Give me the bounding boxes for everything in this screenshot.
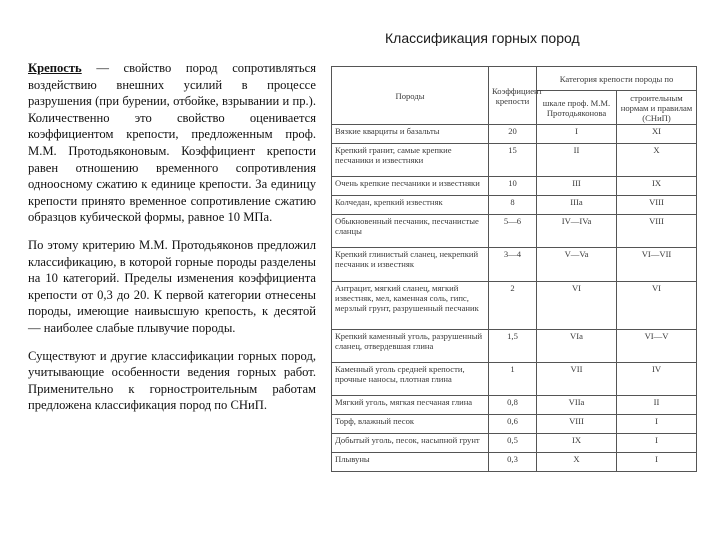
coefficient-cell: 5—6	[489, 214, 537, 247]
paragraph-other-classifications: Существуют и другие классификации горных пород, учитывающие особенности ведения горных работ. Применительно к горностроительным работам предложена классификация пород по СНиП.	[28, 348, 316, 413]
coefficient-cell: 15	[489, 143, 537, 176]
protodyakonov-category-cell: V—Va	[537, 248, 617, 281]
coefficient-cell: 10	[489, 177, 537, 196]
snip-category-cell: II	[617, 396, 697, 415]
table-row	[332, 281, 697, 329]
table-row	[332, 143, 697, 176]
protodyakonov-category-cell: IX	[537, 434, 617, 453]
protodyakonov-category-cell: III	[537, 177, 617, 196]
snip-category-cell: VI—VII	[617, 248, 697, 281]
snip-category-cell: IV	[617, 363, 697, 396]
rock-cell: Плывуны	[332, 453, 489, 472]
slide-title: Классификация горных пород	[385, 30, 580, 46]
rock-cell: Крепкий каменный уголь, разрушенный сланец, отвердевшая глина	[332, 329, 489, 362]
rock-cell: Вязкие кварциты и базальты	[332, 125, 489, 144]
rock-cell: Каменный уголь средней крепости, прочные наносы, плотная глина	[332, 363, 489, 396]
term-strength: Крепость	[28, 61, 82, 75]
snip-category-cell: X	[617, 143, 697, 176]
table-row	[332, 363, 697, 396]
snip-category-cell: VI—V	[617, 329, 697, 362]
coefficient-cell: 1	[489, 363, 537, 396]
coefficient-cell: 8	[489, 196, 537, 215]
table-row	[332, 453, 697, 472]
rock-cell: Мягкий уголь, мягкая песчаная глина	[332, 396, 489, 415]
protodyakonov-category-cell: IV—IVa	[537, 214, 617, 247]
table-row	[332, 248, 697, 281]
rock-cell: Очень крепкие песчаники и известняки	[332, 177, 489, 196]
header-coefficient: Коэффициент крепости	[489, 67, 537, 125]
rock-cell: Колчедан, крепкий известняк	[332, 196, 489, 215]
table-row	[332, 177, 697, 196]
coefficient-cell: 0,8	[489, 396, 537, 415]
table-row	[332, 434, 697, 453]
snip-category-cell: VIII	[617, 196, 697, 215]
protodyakonov-category-cell: II	[537, 143, 617, 176]
snip-category-cell: I	[617, 415, 697, 434]
protodyakonov-category-cell: IIIa	[537, 196, 617, 215]
snip-category-cell: VI	[617, 281, 697, 329]
classification-table	[331, 66, 697, 472]
classification-table-wrapper	[331, 66, 696, 472]
coefficient-cell: 0,3	[489, 453, 537, 472]
protodyakonov-category-cell: I	[537, 125, 617, 144]
table-row	[332, 415, 697, 434]
snip-category-cell: VIII	[617, 214, 697, 247]
coefficient-cell: 0,6	[489, 415, 537, 434]
table-row	[332, 196, 697, 215]
header-protodyakonov: шкале проф. М.М. Протодьяконова	[537, 91, 617, 125]
table-row	[332, 214, 697, 247]
paragraph-classification: По этому критерию М.М. Протодьяконов предложил классификацию, в которой горные породы разделены на 10 категорий. Пределы изменения коэффициента крепости от 0,3 до 20. К первой категории отнесены породы, имеющие наивысшую крепость, к десятой — наиболее слабые плывучие породы.	[28, 237, 316, 335]
rock-cell: Крепкий гранит, самые крепкие песчаники и известняки	[332, 143, 489, 176]
paragraph-strength	[28, 60, 316, 226]
rock-cell: Торф, влажный песок	[332, 415, 489, 434]
snip-category-cell: I	[617, 434, 697, 453]
table-row	[332, 329, 697, 362]
snip-category-cell: I	[617, 453, 697, 472]
table-row	[332, 396, 697, 415]
coefficient-cell: 20	[489, 125, 537, 144]
rock-cell: Антрацит, мягкий сланец, мягкий известняк, мел, каменная соль, гипс, мерзлый грунт, разрушенный песчаник	[332, 281, 489, 329]
table-row	[332, 125, 697, 144]
paragraph-text: — свойство пород сопротивляться воздействию внешних усилий в процессе разрушения (при бурении, отбойке, взрывании и пр.). Количественно это свойство оценивается коэффициентом крепости, предложенным проф. М.М. Протодьяконовым. Коэффициент крепости равен отношению временного сопротивления одноосному сжатию к единице крепости. За единицу крепости принято временное сопротивление сжатию образцов кубической формы, равное 10 МПа.	[28, 61, 316, 225]
rock-cell: Обыкновенный песчаник, песчанистые сланцы	[332, 214, 489, 247]
protodyakonov-category-cell: X	[537, 453, 617, 472]
header-rocks: Породы	[332, 67, 489, 125]
protodyakonov-category-cell: VIII	[537, 415, 617, 434]
protodyakonov-category-cell: VIIa	[537, 396, 617, 415]
coefficient-cell: 3—4	[489, 248, 537, 281]
protodyakonov-category-cell: VI	[537, 281, 617, 329]
header-snip: строительным нормам и правилам (СНиП)	[617, 91, 697, 125]
text-column	[28, 60, 316, 425]
coefficient-cell: 1,5	[489, 329, 537, 362]
snip-category-cell: IX	[617, 177, 697, 196]
table-body	[332, 125, 697, 472]
header-category-group: Категория крепости породы по	[537, 67, 697, 91]
coefficient-cell: 2	[489, 281, 537, 329]
protodyakonov-category-cell: VII	[537, 363, 617, 396]
snip-category-cell: XI	[617, 125, 697, 144]
coefficient-cell: 0,5	[489, 434, 537, 453]
protodyakonov-category-cell: VIa	[537, 329, 617, 362]
rock-cell: Добытый уголь, песок, насыпной грунт	[332, 434, 489, 453]
rock-cell: Крепкий глинистый сланец, некрепкий песчаник и известняк	[332, 248, 489, 281]
